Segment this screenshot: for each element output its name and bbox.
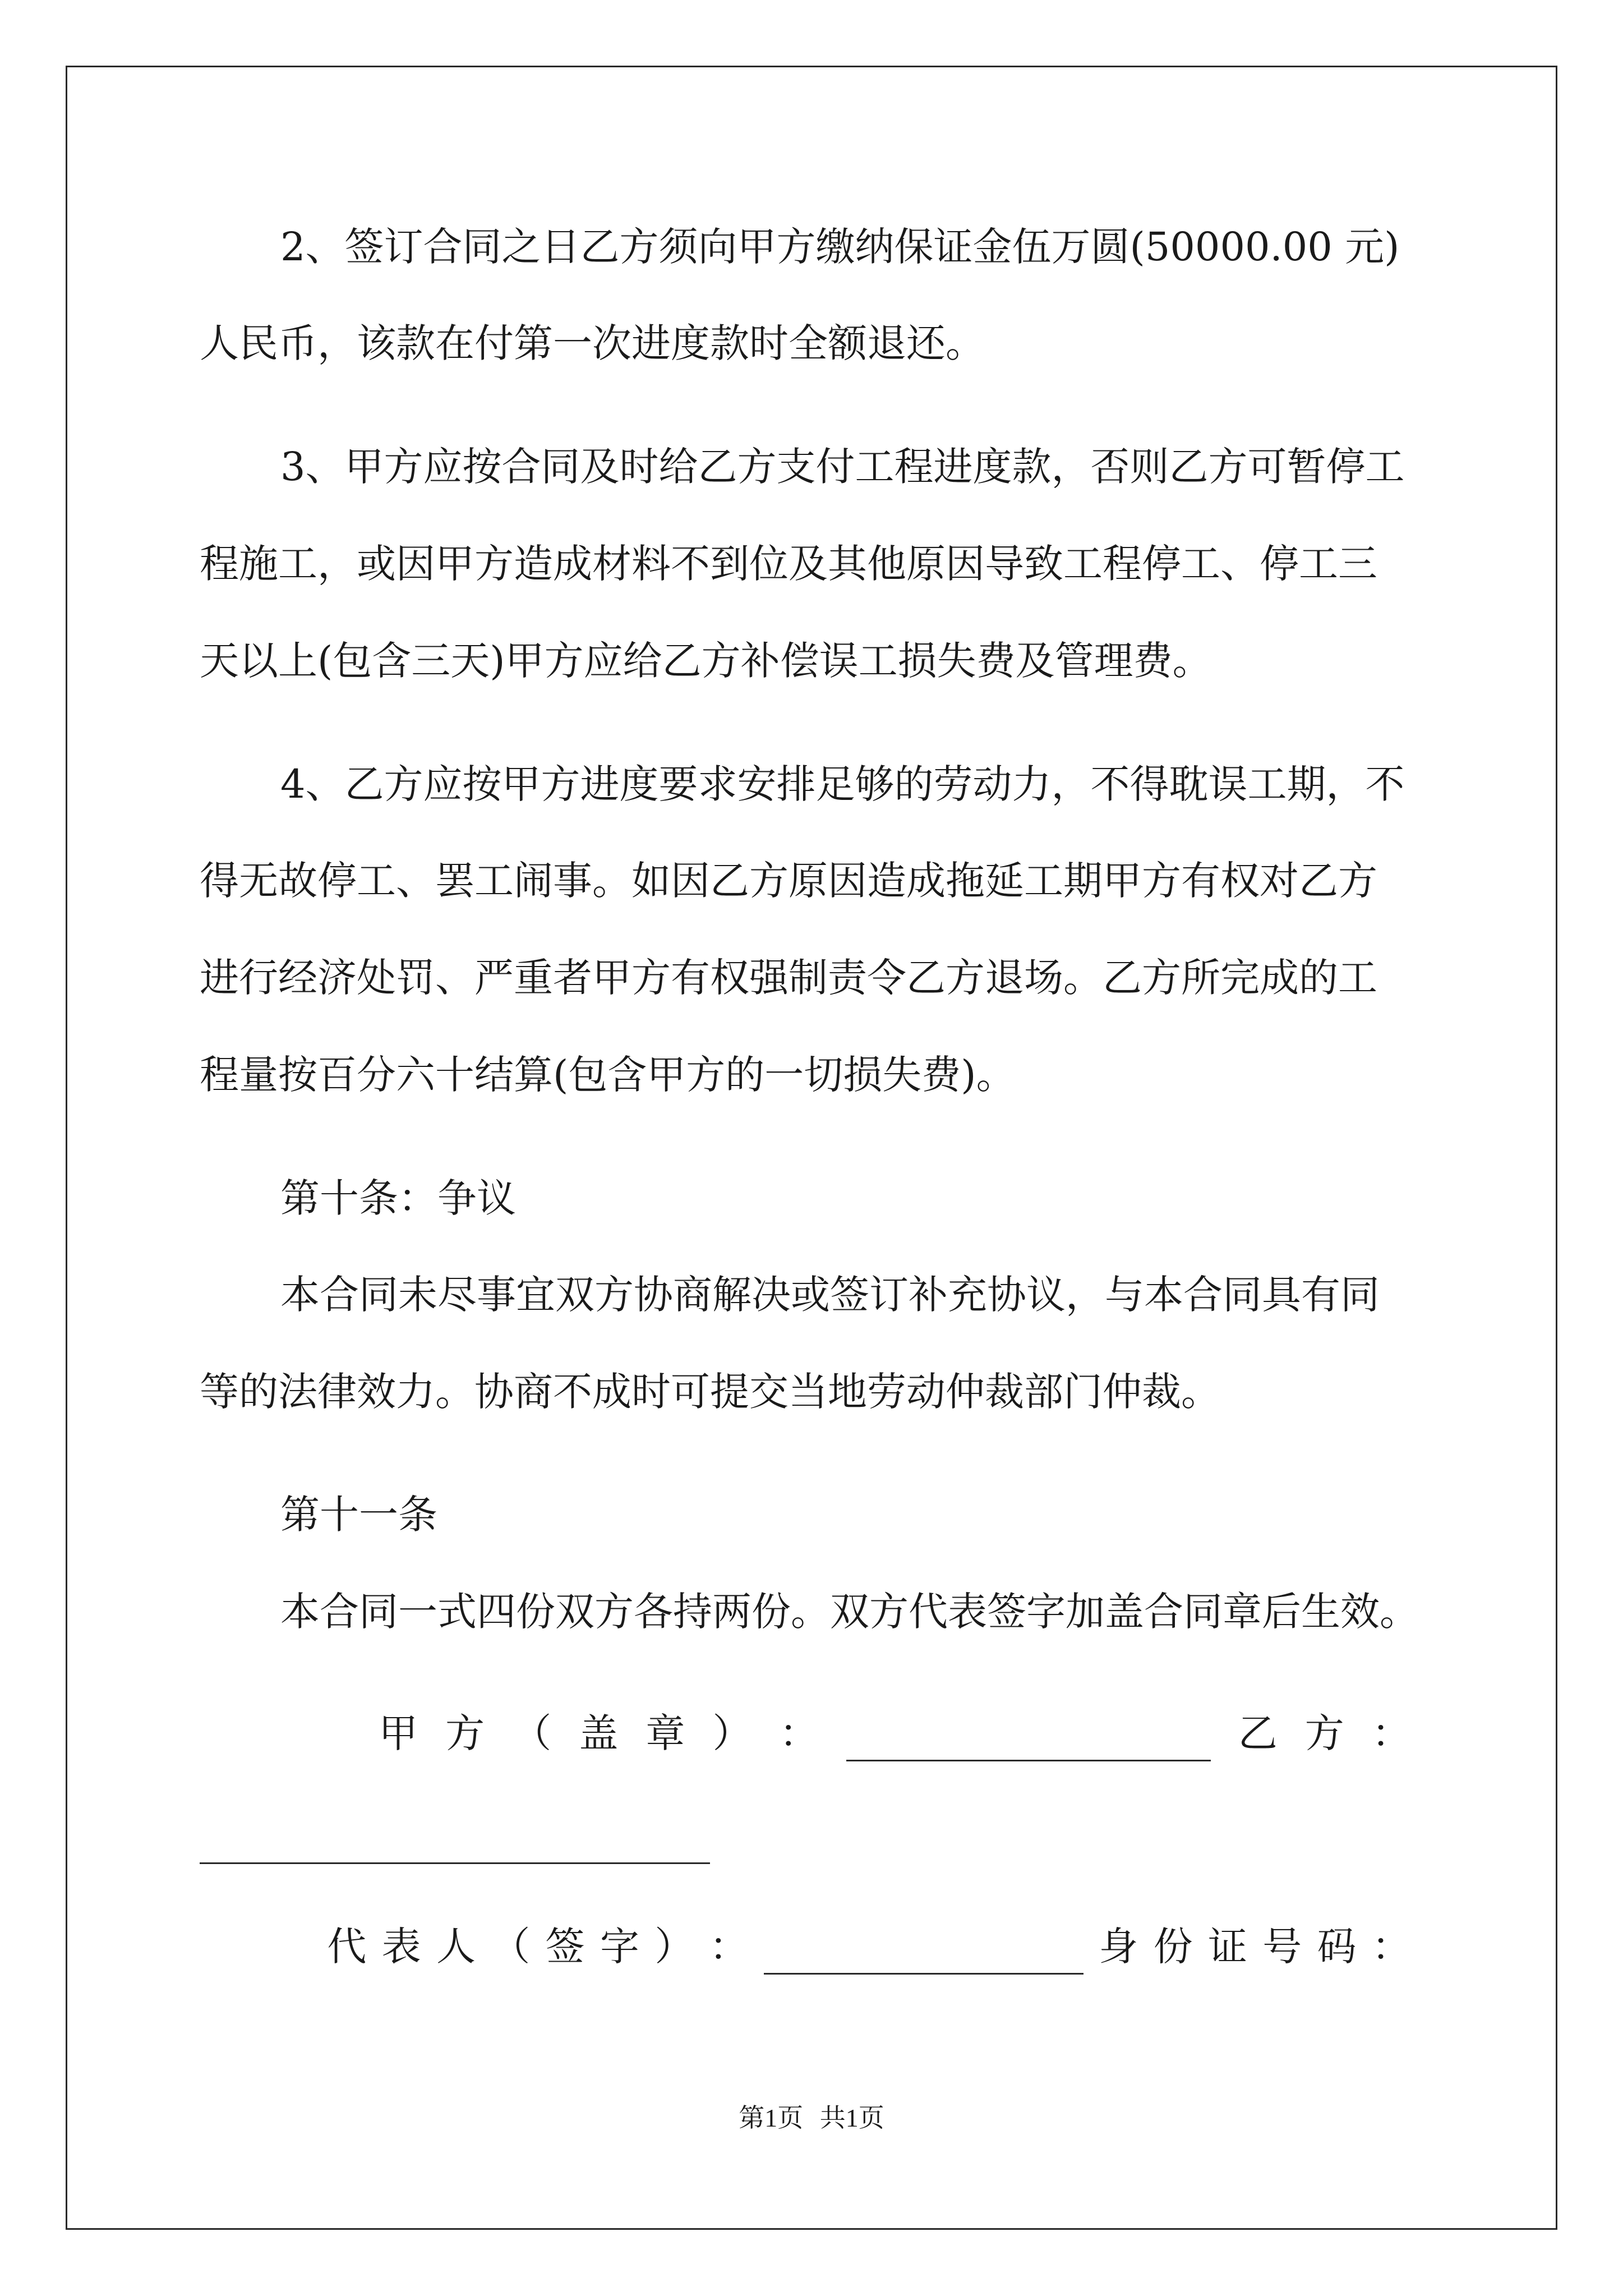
- article-10-line-1: 本合同未尽事宜双方协商解决或签订补充协议，与本合同具有同: [280, 1272, 1380, 1318]
- rep-char: 表: [381, 1924, 421, 1970]
- id-char: 码: [1317, 1924, 1357, 1970]
- rep-char: 代: [327, 1924, 367, 1970]
- id-char: 号: [1262, 1924, 1302, 1970]
- party-b-char: 方: [1304, 1710, 1344, 1756]
- article-10-line-2: 等的法律效力。协商不成时可提交当地劳动仲裁部门仲裁。: [200, 1369, 1220, 1415]
- clause-3-line-3: 天以上(包含三天)甲方应给乙方补偿误工损失费及管理费。: [200, 638, 1212, 684]
- clause-3-line-1: 3、甲方应按合同及时给乙方支付工程进度款，否则乙方可暂停工: [280, 444, 1405, 490]
- party-a-char: （: [512, 1710, 552, 1756]
- rep-char: 签: [545, 1924, 585, 1970]
- party-a-signature-blank: [846, 1716, 1211, 1761]
- party-b-char: ：: [1371, 1710, 1411, 1756]
- party-a-char: ）: [712, 1710, 752, 1756]
- id-char: 证: [1207, 1924, 1247, 1970]
- clause-4-line-4: 程量按百分六十结算(包含甲方的一切损失费)。: [200, 1052, 1016, 1098]
- id-char: 身: [1099, 1924, 1138, 1970]
- party-a-char: ：: [779, 1710, 819, 1756]
- rep-char: ：: [709, 1924, 749, 1970]
- clause-4-line-2: 得无故停工、罢工闹事。如因乙方原因造成拖延工期甲方有权对乙方: [200, 858, 1377, 904]
- article-10-heading: 第十条：争议: [280, 1175, 516, 1221]
- clause-2-line-2: 人民币，该款在付第一次进度款时全额退还。: [200, 320, 985, 366]
- id-char: ：: [1371, 1924, 1411, 1970]
- clause-4-line-1: 4、乙方应按甲方进度要求安排足够的劳动力，不得耽误工期，不: [280, 761, 1405, 807]
- article-11-line-1: 本合同一式四份双方各持两份。双方代表签字加盖合同章后生效。: [280, 1589, 1419, 1635]
- clause-3-line-2: 程施工，或因甲方造成材料不到位及其他原因导致工程停工、停工三: [200, 541, 1377, 587]
- representative-signature-row: [200, 1918, 1411, 1975]
- id-char: 份: [1153, 1924, 1193, 1970]
- rep-char: ）: [654, 1924, 694, 1970]
- article-11-heading: 第十一条: [280, 1492, 437, 1538]
- party-a-char: 盖: [579, 1710, 619, 1756]
- party-a-signature-row: [200, 1705, 1411, 1761]
- rep-char: 字: [600, 1924, 639, 1970]
- party-b-char: 乙: [1238, 1710, 1278, 1756]
- rep-char: 人: [436, 1924, 476, 1970]
- page-border: [66, 66, 1557, 2230]
- representative-signature-blank: [764, 1929, 1083, 1975]
- party-a-char: 方: [445, 1710, 485, 1756]
- page-number-footer: 第1页 共1页: [739, 2104, 884, 2132]
- rep-char: （: [491, 1924, 531, 1970]
- clause-2-line-1: 2、签订合同之日乙方须向甲方缴纳保证金伍万圆(50000.00 元): [280, 224, 1400, 270]
- clause-4-line-3: 进行经济处罚、严重者甲方有权强制责令乙方退场。乙方所完成的工: [200, 955, 1377, 1001]
- party-b-signature-blank: [200, 1862, 710, 1864]
- party-a-char: 甲: [379, 1710, 418, 1756]
- party-a-char: 章: [645, 1710, 685, 1756]
